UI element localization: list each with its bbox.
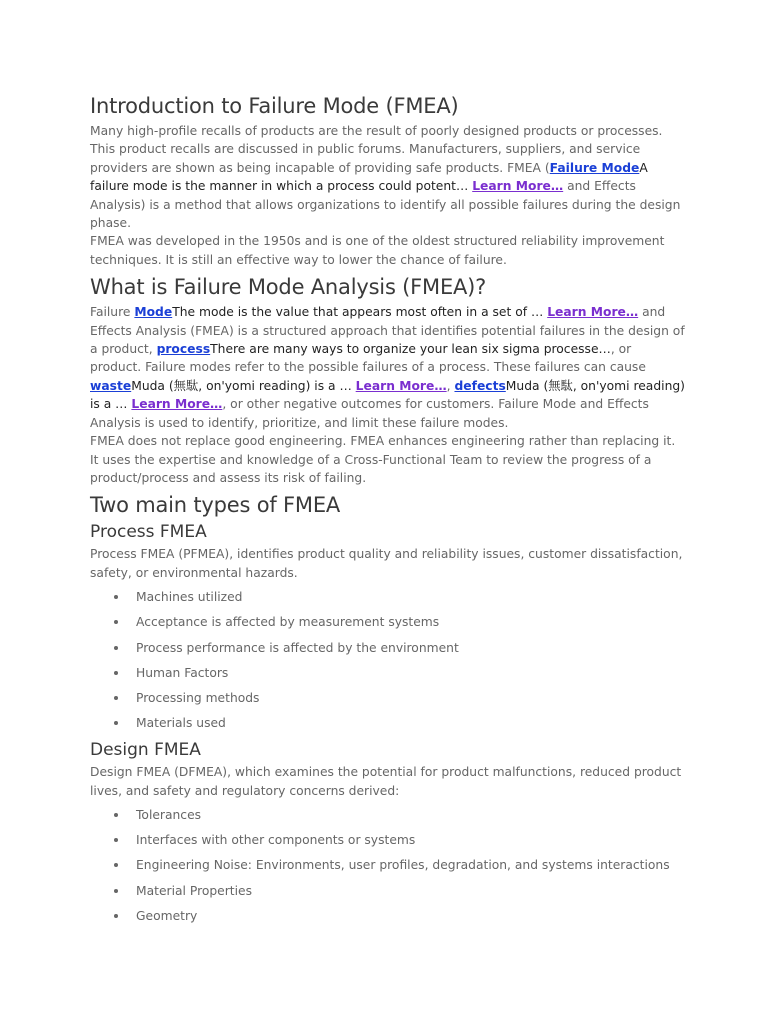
learn-more-link[interactable]: Learn More… bbox=[131, 397, 223, 412]
what-paragraph-2: FMEA does not replace good engineering. FMEA enhances engineering rather than replacing it. It uses the expertise and knowledge of a Cross-Functional Team to review the progress of a product/process and assess its risk of failing. bbox=[90, 434, 676, 485]
list-item: Geometry bbox=[136, 907, 686, 925]
learn-more-link[interactable]: Learn More… bbox=[547, 305, 639, 320]
learn-more-link[interactable]: Learn More… bbox=[355, 378, 447, 393]
process-fmea-heading: Process FMEA bbox=[90, 522, 207, 543]
list-item: Materials used bbox=[136, 714, 686, 732]
types-heading: Two main types of FMEA bbox=[90, 493, 341, 518]
waste-tooltip-text: Muda (無駄, on'yomi reading) is a … bbox=[131, 378, 356, 393]
list-item: Acceptance is affected by measurement systems bbox=[136, 613, 686, 631]
process-fmea-list bbox=[90, 588, 686, 732]
design-fmea-description: Design FMEA (DFMEA), which examines the potential for product malfunctions, reduced product lives, and safety and regulatory concerns derived: bbox=[90, 765, 682, 798]
failure-mode-tooltip-text: A failure mode is the manner in which a process could potent… bbox=[90, 160, 648, 194]
list-item: Process performance is affected by the environment bbox=[136, 639, 686, 657]
what-paragraph-1 bbox=[90, 303, 686, 432]
list-item: Tolerances bbox=[136, 806, 686, 824]
design-fmea-heading: Design FMEA bbox=[90, 740, 201, 761]
failure-mode-link[interactable]: Failure Mode bbox=[549, 160, 640, 175]
intro-paragraph-1 bbox=[90, 122, 686, 232]
process-link[interactable]: process bbox=[156, 342, 211, 357]
list-item: Engineering Noise: Environments, user profiles, degradation, and systems interactions bbox=[136, 856, 686, 874]
list-item: Machines utilized bbox=[136, 588, 686, 606]
intro-text-a: Many high-profile recalls of products are the result of poorly designed products or processes. This product recalls are discussed in public forums. Manufacturers, suppliers, and service providers are shown as being incapable of providing safe products. FMEA ( bbox=[90, 124, 663, 175]
what-heading: What is Failure Mode Analysis (FMEA)? bbox=[90, 275, 487, 300]
what-text-c: , or product. Failure modes refer to the possible failures of a process. These failures can cause bbox=[90, 342, 646, 375]
what-text-b: and Effects Analysis (FMEA) is a structured approach that identifies potential failures in the design of a product, bbox=[90, 305, 685, 357]
intro-heading: Introduction to Failure Mode (FMEA) bbox=[90, 94, 459, 118]
mode-link[interactable]: Mode bbox=[134, 305, 173, 320]
what-text-a: Failure bbox=[90, 305, 135, 320]
what-text-d: , or other negative outcomes for customers. Failure Mode and Effects Analysis is used to identify, prioritize, and limit these failure modes. bbox=[90, 397, 649, 430]
list-item: Human Factors bbox=[136, 664, 686, 682]
intro-paragraph-2: FMEA was developed in the 1950s and is one of the oldest structured reliability improvement techniques. It is still an effective way to lower the chance of failure. bbox=[90, 234, 665, 267]
process-tooltip-text: There are many ways to organize your lean six sigma processe… bbox=[210, 342, 611, 357]
defects-tooltip-text: Muda (無駄, on'yomi reading) is a … bbox=[90, 378, 685, 412]
mode-tooltip-text: The mode is the value that appears most often in a set of … bbox=[172, 305, 548, 320]
process-fmea-description: Process FMEA (PFMEA), identifies product quality and reliability issues, customer dissatisfaction, safety, or environmental hazards. bbox=[90, 547, 683, 580]
document-page bbox=[90, 92, 686, 932]
comma-separator: , bbox=[446, 378, 455, 393]
waste-link[interactable]: waste bbox=[90, 378, 132, 393]
design-fmea-list bbox=[90, 806, 686, 925]
learn-more-link[interactable]: Learn More… bbox=[472, 179, 564, 194]
defects-link[interactable]: defects bbox=[454, 378, 506, 393]
intro-text-b: and Effects Analysis) is a method that allows organizations to identify all possible failures during the design phase. bbox=[90, 179, 681, 231]
list-item: Material Properties bbox=[136, 882, 686, 900]
list-item: Processing methods bbox=[136, 689, 686, 707]
list-item: Interfaces with other components or systems bbox=[136, 831, 686, 849]
